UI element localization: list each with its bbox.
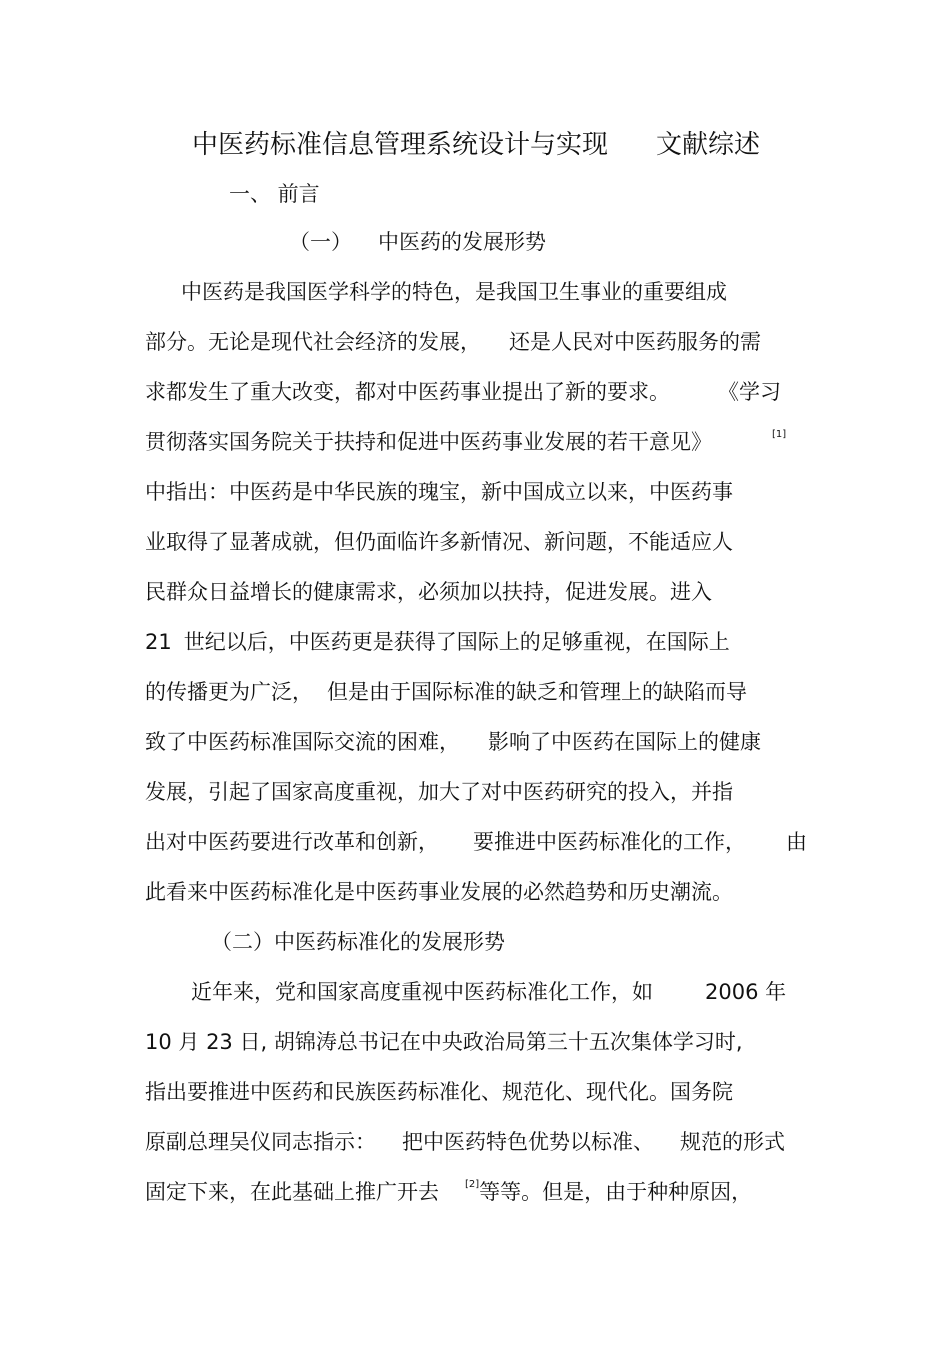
paragraph-line	[145, 627, 730, 657]
subsection-label: 中医药的发展形势	[378, 230, 546, 254]
paragraph-line	[191, 977, 786, 1007]
text-span: 2006 年	[705, 980, 787, 1004]
text-span: 部分。无论是现代社会经济的发展，	[145, 330, 481, 354]
text-span: 等等。但是，由于种种原因，	[479, 1180, 753, 1204]
title-sub: 文献综述	[656, 130, 761, 160]
text-span: 由	[786, 830, 807, 854]
text-span: 但是由于国际标准的缺乏和管理上的缺陷而导	[327, 680, 747, 704]
paragraph-line: 中医药是我国医学科学的特色，是我国卫生事业的重要组成	[181, 280, 727, 304]
paragraph-line	[145, 427, 786, 457]
text-span: 出对中医药要进行改革和创新，	[145, 830, 439, 854]
text-span: 世纪以后，中医药更是获得了国际上的足够重视，在国际上	[183, 630, 730, 654]
paragraph-line	[145, 1127, 785, 1157]
text-span: 影响了中医药在国际上的健康	[488, 730, 761, 754]
subsection-number: （一）	[289, 230, 352, 254]
subsection-heading-2: （二）中医药标准化的发展形势	[211, 930, 505, 954]
paragraph-line	[145, 677, 747, 707]
paragraph-line: 业取得了显著成就，但仍面临许多新情况、新问题，不能适应人	[145, 530, 733, 554]
text-span: 近年来，党和国家高度重视中医药标准化工作，如	[191, 980, 653, 1004]
text-span: 21	[145, 630, 172, 654]
text-span: 求都发生了重大改变，都对中医药事业提出了新的要求。	[145, 380, 670, 404]
text-span: 的传播更为广泛，	[145, 680, 313, 704]
text-span: 贯彻落实国务院关于扶持和促进中医药事业发展的若干意见》	[145, 430, 712, 454]
text-span: 固定下来，在此基础上推广开去	[145, 1180, 439, 1204]
section-heading-preface: 一、 前言	[229, 182, 320, 206]
paragraph-line: 民群众日益增长的健康需求，必须加以扶持，促进发展。进入	[145, 580, 712, 604]
citation-ref-2: [2]	[465, 1179, 480, 1190]
paragraph-line	[145, 377, 781, 407]
paragraph-line	[145, 827, 807, 857]
paragraph-line: 10 月 23 日, 胡锦涛总书记在中央政治局第三十五次集体学习时,	[145, 1030, 743, 1054]
paragraph-line: 指出要推进中医药和民族医药标准化、规范化、现代化。国务院	[145, 1080, 733, 1104]
text-span: 原副总理吴仪同志指示：	[145, 1130, 376, 1154]
paragraph-line: 中指出：中医药是中华民族的瑰宝，新中国成立以来，中医药事	[145, 480, 733, 504]
text-span: 规范的形式	[680, 1130, 785, 1154]
document-title	[192, 127, 760, 163]
title-main: 中医药标准信息管理系统设计与实现	[192, 130, 609, 160]
text-span: 把中医药特色优势以标准、	[402, 1130, 654, 1154]
paragraph-line	[145, 327, 761, 357]
paragraph-line	[145, 727, 761, 757]
paragraph-line	[145, 1177, 752, 1207]
text-span: 还是人民对中医药服务的需	[509, 330, 761, 354]
paragraph-line: 此看来中医药标准化是中医药事业发展的必然趋势和历史潮流。	[145, 880, 733, 904]
citation-ref-1: [1]	[772, 429, 787, 440]
subsection-heading-1	[289, 227, 546, 257]
paragraph-line: 发展，引起了国家高度重视，加大了对中医药研究的投入，并指	[145, 780, 733, 804]
text-span: 致了中医药标准国际交流的困难，	[145, 730, 460, 754]
text-span: 《学习	[718, 380, 781, 404]
text-span: 要推进中医药标准化的工作，	[473, 830, 746, 854]
